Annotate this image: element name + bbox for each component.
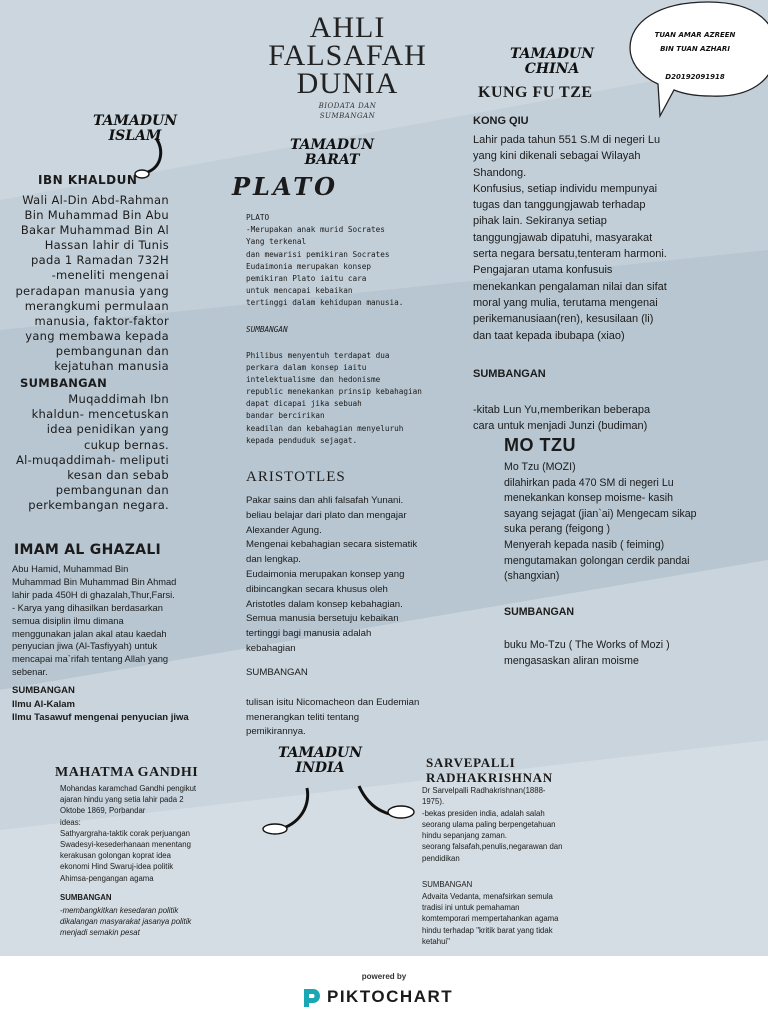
heading-tamadun-india: TAMADUN INDIA xyxy=(277,745,363,776)
mo-tzu-contrib-label: SUMBANGAN xyxy=(504,606,575,618)
piktochart-link[interactable] xyxy=(297,986,473,1010)
powered-by-label: powered by xyxy=(361,972,407,981)
heading-tamadun-barat: TAMADUN BARAT xyxy=(289,137,375,168)
imam-ghazali-contrib-label: SUMBANGAN xyxy=(12,685,75,696)
poster-subtitle: BIODATA DAN SUMBANGAN xyxy=(318,102,377,120)
aristotles-name: ARISTOTLES xyxy=(246,469,346,485)
plato-name: PLATO xyxy=(232,172,338,201)
author-info: TUAN AMAR AZREEN BIN TUAN AZHARI D20192091918 xyxy=(654,31,736,81)
ibn-khaldun-name: IBN KHALDUN xyxy=(38,173,138,187)
kung-fu-tze-bio: Lahir pada tahun 551 S.M di negeri Lu yang kini dikenali sebagai Wilayah Shandong. Konfusius, setiap individu mempunyai tugas dan tanggungjawab terhadap pihak lain. Sekiranya setiap tanggungjawab dipatuhi, masyarakat serta negara bersatu,tenteram harmoni. Pengajaran utama konfusuis menekankan pengalaman nilai dan sifat moral yang mulia, terutama mengenai perikemanusiaan(ren), kesusilaan (li) dan taat kepada ibubapa (xiao) xyxy=(473,134,667,342)
poster-title: AHLI FALSAFAH DUNIA xyxy=(268,11,427,100)
heading-tamadun-china: TAMADUN CHINA xyxy=(509,46,595,77)
ibn-khaldun-bio: Wali Al-Din Abd-Rahman Bin Muhammad Bin Abu Bakar Muhammad Bin Al Hassan lahir di Tunis pada 1 Ramadan 732H -meneliti mengenai peradapan manusia yang merangkumi permulaan manusia, faktor-faktor yang membawa kepada pembangunan dan kejatuhan manusia xyxy=(15,193,169,374)
mahatma-gandhi-name: MAHATMA GANDHI xyxy=(55,765,199,780)
mahatma-gandhi-contrib-label: SUMBANGAN xyxy=(60,893,112,902)
mo-tzu-bio: Mo Tzu (MOZI) dilahirkan pada 470 SM di negeri Lu menekankan konsep moisme- kasih sayang sejagat (jian`ai) Mengecam sikap suka perang (feigong ) Menyerah kepada nasib ( feiming) mengutamakan golongan cerdik pandai (shangxian) xyxy=(504,461,697,583)
mo-tzu-contrib: buku Mo-Tzu ( The Works of Mozi ) mengasaskan aliran moisme xyxy=(504,639,670,667)
plato-bio: PLATO -Merupakan anak murid Socrates Yang terkenal dan mewarisi pemikiran Socrates Eudaimonia merupakan konsep pemikiran Plato iaitu cara untuk mencapai kebaikan tertinggi dalam kehidupan manusia. xyxy=(246,213,404,308)
kung-fu-tze-contrib: -kitab Lun Yu,memberikan beberapa cara untuk menjadi Junzi (budiman) xyxy=(473,404,651,432)
imam-ghazali-contrib: Ilmu Al-Kalam Ilmu Tasawuf mengenai penyucian jiwa xyxy=(12,699,189,723)
crossed-swords-icon xyxy=(255,782,425,844)
mahatma-gandhi-bio: Mohandas karamchad Gandhi pengikut ajaran hindu yang setia lahir pada 2 Oktobe 1869, Porbandar ideas: Sathyargraha-taktik corak perjuangan Swadesyi-kesederhanaan menentang kerakusan golongan koprat idea ekonomi Hind Swaruj-idea politik Ahimsa-pengangan agama xyxy=(60,784,197,883)
kung-fu-tze-alias: KONG QIU xyxy=(473,115,529,127)
radhakrishnan-bio: Dr Sarvelpalli Radhakrishnan(1888- 1975). -bekas presiden india, adalah salah seorang ulama paling berpengetahuan hindu sepanjang zaman. seorang falsafah,penulis,negarawan dan pendidikan xyxy=(422,786,563,863)
plato-contrib-label: SUMBANGAN xyxy=(246,325,288,334)
piktochart-brand: PIKTOCHART xyxy=(327,987,454,1006)
curved-sword-icon xyxy=(132,136,168,182)
radhakrishnan-contrib: Advaita Vedanta, menafsirkan semula tradisi ini untuk pemahaman komtemporari mempertahankan agama hindu terhadap "kritik barat yang tidak ketahui" xyxy=(422,892,559,946)
ibn-khaldun-contrib: Muqaddimah Ibn khaldun- mencetuskan idea penidikan yang cukup bernas. Al-muqaddimah- meliputi kesan dan sebab pembangunan dan perkembangan negara. xyxy=(15,392,169,513)
aristotles-bio: Pakar sains dan ahli falsafah Yunani. beliau belajar dari plato dan mengajar Alexander Agung. Mengenai kebahagian secara sistematik dan lengkap. Eudaimonia merupakan konsep yang dibincangkan secara khusus oleh Aristotles dalam konsep kebahagian. Semua manusia bersetuju kebaikan tertinggi bagi manusia adalah kebahagian xyxy=(246,495,418,654)
piktochart-logo-icon xyxy=(299,986,321,1008)
heading-tamadun-islam: TAMADUN ISLAM xyxy=(92,113,178,144)
radhakrishnan-name: SARVEPALLI RADHAKRISHNAN xyxy=(426,755,553,785)
kung-fu-tze-name: KUNG FU TZE xyxy=(478,84,593,101)
imam-ghazali-bio: Abu Hamid, Muhammad Bin Muhammad Bin Muhammad Bin Ahmad lahir pada 450H di ghazalah,Thur,Farsi. - Karya yang dihasilkan berdasarkan semua disiplin ilmu dimana menggunakan jalan akal atau kaedah penyucian jiwa (Al-Tasfiyyah) untuk mencapai ma`rifah tentang Allah yang sebenar. xyxy=(12,564,177,678)
mo-tzu-name: MO TZU xyxy=(504,435,576,455)
ibn-khaldun-contrib-label: SUMBANGAN xyxy=(20,376,108,390)
aristotles-contrib-label: SUMBANGAN xyxy=(246,667,308,678)
mahatma-gandhi-contrib: -membangkitkan kesedaran politik dikalangan masyarakat jasanya politik menjadi semakin pesat xyxy=(60,906,192,937)
imam-ghazali-name: IMAM AL GHAZALI xyxy=(14,542,162,558)
aristotles-contrib: tulisan isitu Nicomacheon dan Eudemian menerangkan teliti tentang pemikirannya. xyxy=(246,697,420,737)
plato-contrib: Philibus menyentuh terdapat dua perkara dalam konsep iaitu intelektualisme dan hedonisme republic menekankan prinsip kebahagian dapat dicapai jika sebuah bandar bercirikan keadilan dan kebahagian menyeluruh kepada penduduk sejagat. xyxy=(246,351,422,445)
radhakrishnan-contrib-label: SUMBANGAN xyxy=(422,880,473,889)
kung-fu-tze-contrib-label: SUMBANGAN xyxy=(473,368,546,380)
